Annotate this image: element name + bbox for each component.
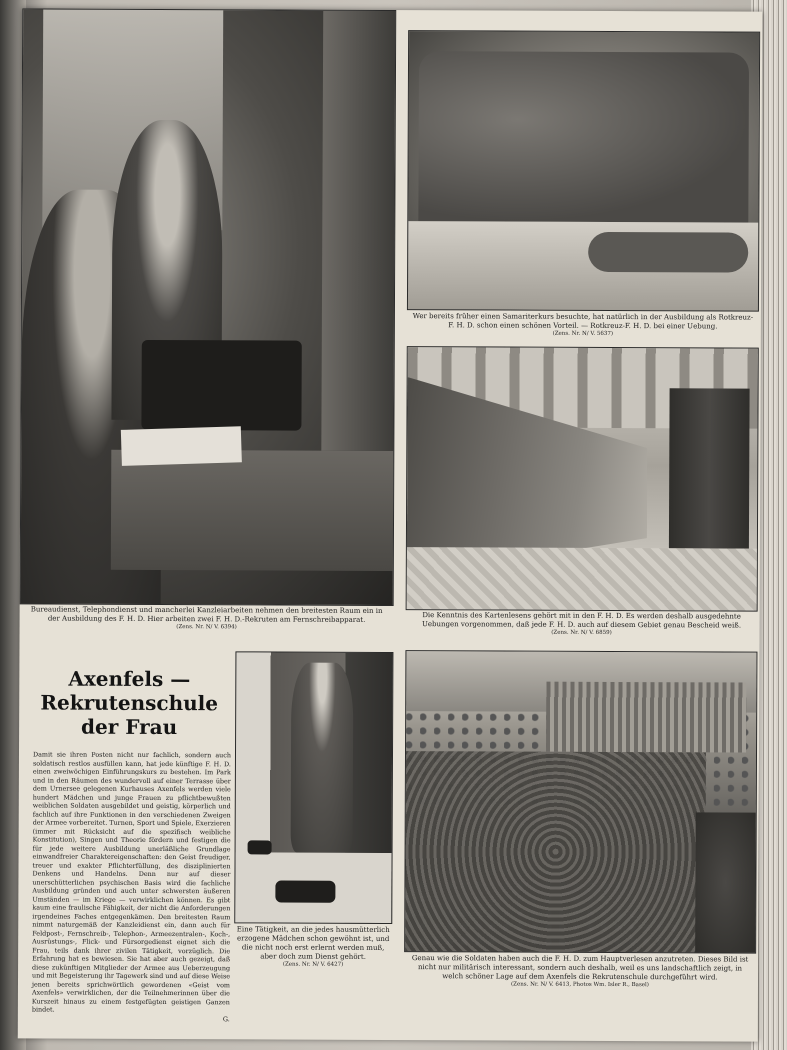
photo-front-ranks [405,751,706,952]
caption-assembly: Genau wie die Soldaten haben auch die F. H. D. zum Hauptverlesen anzutreten. Dieses Bild ist nicht nur militärisch interessant, sondern auch deshalb, weil es uns landschaftlich zeigt, in welch schöner Lage auf dem Axenfels die Rekrutenschule durchgeführt wird. (Zens. Nr. N/ V. 6413, Photos Wm. Isler R., Basel) [408,954,752,990]
caption-teleprinter-ref: (Zens. Nr. N/ V. 6394) [176,624,237,631]
photo-samaritan [407,30,760,312]
photo-patient [588,232,748,273]
headline-line-3: der Frau [81,714,178,740]
article-body: Damit sie ihren Posten nicht nur fachlich, sondern auch soldatisch restlos ausfüllen kann, hat jede künftige F. H. D. einen zweiwöchigen Einführungskurs zu bestehen. Im Park und in den Räumen des wundervoll auf einer Terrasse über dem Urnersee gelegenen Kurhauses Axenfels werden viele hundert Mädchen und junge Frauen zu pflichtbewußten weiblichen Soldaten ausgebildet und geistig, körperlich und fachlich auf ihre Funktionen in den verschiedenen Zweigen der Armee vorbereitet. Turnen, Sport und Spiele, Exerzieren (immer mit Rücksicht auf die spezifisch weibliche Konstitution), Singen und Theorie fördern und festigen die für jede weitere Ausbildung unerläßliche Grundlage einwandfreier Charaktereigenschaften: den Geist freudiger, treuer und exakter Pflichterfüllung, des disziplinierten Denkens und Handelns. Denn nur auf dieser unerschütterlichen psychischen Basis wird die fachliche Ausbildung gründen und auch unter schwersten äußeren Umständen — im Kriege — verwirklichen können. Es gibt kaum eine fraulische Fähigkeit, der nicht die Anforderungen irgendeines Faches entgegenkämen. Den breitesten Raum nimmt naturgemäß der Kanzleidienst ein, dann auch für Feldpost-, Fernschreib-, Telephon-, Armeezentralen-, Koch-, Ausrüstungs-, Flick- und Fürsorgedienst eignet sich die Frau, teils dank ihrer zivilen Tätigkeit, vorzüglich. Die Erfahrung hat es bewiesen. Sie hat aber auch gezeigt, daß diese zukünftigen Mitglieder der Armee aus Ueberzeugung und mit Begeisterung ihr Tagewerk sind und auf diese Weise jenen bereits sprichwörtlich gewordenen «Geist vom Axenfels» verwirklichen, der die Teilnehmerinnen über die Kurszeit hinaus zu einem festgefügten geistigen Ganzen bindet. G. [31,750,232,1023]
caption-samaritan: Wer bereits früher einen Samariterkurs besuchte, hat natürlich in der Ausbildung als Rotkreuz-F. H. D. schon einen schönen Vorteil. — Rotkreuz-F. H. D. bei einer Uebung. (Zens. Nr. N/ V. 5637) [412,312,754,337]
caption-map-reading: Die Kenntnis des Kartenlesens gehört mit in den F. H. D. Es werden deshalb ausgedehnte Uebungen vorgenommen, daß jede F. H. D. auch auf diesem Gebiet genau Bescheid weiß. (Zens. Nr. N/ V. 6859) [410,611,754,638]
magazine-page [18,8,762,1041]
photo-woman-standing [291,663,354,853]
photo-nurses-group [418,51,749,222]
photo-teleprinter [20,8,397,606]
photo-boots [275,881,335,903]
caption-boot-cleaning-ref: (Zens. Nr. N/ V. 6427) [282,961,344,968]
photo-desk [111,450,394,571]
photo-officers [669,388,750,548]
photo-foliage [695,812,756,952]
headline-line-2: Rekrutenschule [40,690,219,716]
photo-map-reading [406,346,759,612]
article-signature: G. [222,1014,230,1023]
caption-map-reading-ref: (Zens. Nr. N/ V. 6859) [551,629,612,636]
caption-boot-cleaning: Eine Tätigkeit, an die jedes hausmütterlich erzogene Mädchen schon gewöhnt ist, und die nicht noch erst erlernt werden muß, aber doch zum Dienst gehört. (Zens. Nr. N/ V. 6427) [234,925,392,969]
headline-line-1: Axenfels — [68,666,191,692]
caption-assembly-ref: (Zens. Nr. N/ V. 6413, Photos Wm. Isler R., Basel) [511,981,649,989]
photo-tiled-floor [407,547,757,611]
photo-back-ranks [546,682,746,753]
article-headline [29,666,229,739]
photo-cabinet [321,11,395,451]
caption-teleprinter: Bureaudienst, Telephondienst und mancherlei Kanzleiarbeiten nehmen den breitesten Raum ein in der Ausbildung des F. H. D. Hier arbeiten zwei F. H. D.-Rekruten am Fernschreibapparat. (Zens. Nr. N/ V. 6394) [26,605,388,632]
caption-samaritan-ref: (Zens. Nr. N/ V. 5637) [552,330,614,337]
photo-shoes [248,840,272,854]
photo-boot-cleaning [234,651,393,924]
photo-assembly [404,650,757,954]
photo-typewriter [141,340,301,431]
photo-paper [121,426,242,466]
